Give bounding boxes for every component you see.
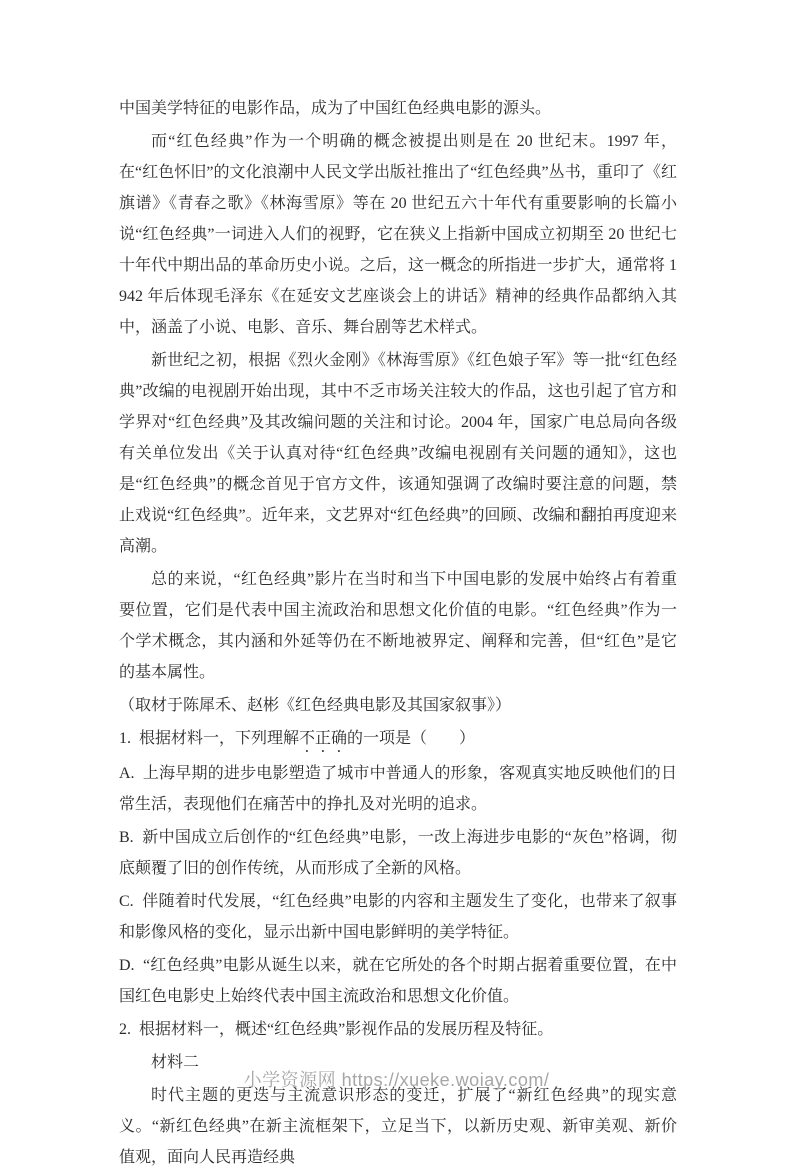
paragraph-new-century: 新世纪之初，根据《烈火金刚》《林海雪原》《红色娘子军》等一批“红色经典”改编的电视剧开始出现，其中不乏市场关注较大的作品，这也引起了官方和学界对“红色经典”及其改编问题的关注和讨论。2004 年，国家广电总局向各级有关单位发出《关于认真对待“红色经典”改编电视剧有关问题的通知》，这也是“红色经典”的概念首见于官方文件，该通知强调了改编时要注意的问题，禁止戏说“红色经典”。近年来，文艺界对“红色经典”的回顾、改编和翻拍再度迎来高潮。 [119,352,677,555]
question-1 [119,723,677,756]
question-2: 2. 根据材料一，概述“红色经典”影视作品的发展历程及特征。 [119,1021,554,1038]
option-d: D. “红色经典”电影从诞生以来，就在它所处的各个时期占据着重要位置，在中国红色电影史上始终代表中国主流政治和思想文化价值。 [119,957,677,1005]
question-1-prefix: 1. 根据材料一，下列理解 [119,730,300,747]
paragraph-continuation: 中国美学特征的电影作品，成为了中国红色经典电影的源头。 [119,100,552,117]
source-attribution: （取材于陈犀禾、赵彬《红色经典电影及其国家叙事》） [119,697,512,714]
watermark-footer [0,1066,793,1092]
paragraph-concept-history: 而“红色经典”作为一个明确的概念被提出则是在 20 世纪末。1997 年，在“红色怀旧”的文化浪潮中人民文学出版社推出了“红色经典”丛书，重印了《红旗谱》《青春之歌》《林海雪原》等在 20 世纪五六十年代有重要影响的长篇小说“红色经典”一词进入人们的视野，它在狭义上指新中国成立初期至 20 世纪七十年代中期出品的革命历史小说。之后，这一概念的所指进一步扩大，通常将 1942 年后体现毛泽东《在延安文艺座谈会上的讲话》精神的经典作品都纳入其中，涵盖了小说、电影、音乐、舞台剧等艺术样式。 [119,133,677,336]
paragraph-summary: 总的来说，“红色经典”影片在当时和当下中国电影的发展中始终占有着重要位置，它们是代表中国主流政治和思想文化价值的电影。“红色经典”作为一个学术概念，其内涵和外延等仍在不断地被界定、阐释和完善，但“红色”是它的基本属性。 [119,571,677,681]
question-1-emphasis: 不正确 [299,730,348,747]
question-1-suffix: 的一项是（ ） [347,730,476,747]
option-c: C. 伴随着时代发展，“红色经典”电影的内容和主题发生了变化，也带来了叙事和影像风格的变化，显示出新中国电影鲜明的美学特征。 [119,893,677,941]
paragraph-material-two-opening: 时代主题的更迭与主流意识形态的变迁，扩展了“新红色经典”的现实意义。“新红色经典”在新主流框架下，立足当下，以新历史观、新审美观、新价值观，面向人民再造经典 [119,1087,677,1166]
watermark-site-url: https://xueke.woiay.com/ [341,1070,550,1090]
material-two-heading: 材料二 [151,1054,200,1071]
watermark-site-name: 小学资源网 [243,1070,337,1090]
option-a: A. 上海早期的进步电影塑造了城市中普通人的形象，客观真实地反映他们的日常生活，表现他们在痛苦中的挣扎及对光明的追求。 [119,765,677,813]
option-b: B. 新中国成立后创作的“红色经典”电影，一改上海进步电影的“灰色”格调，彻底颠覆了旧的创作传统，从而形成了全新的风格。 [119,829,677,877]
